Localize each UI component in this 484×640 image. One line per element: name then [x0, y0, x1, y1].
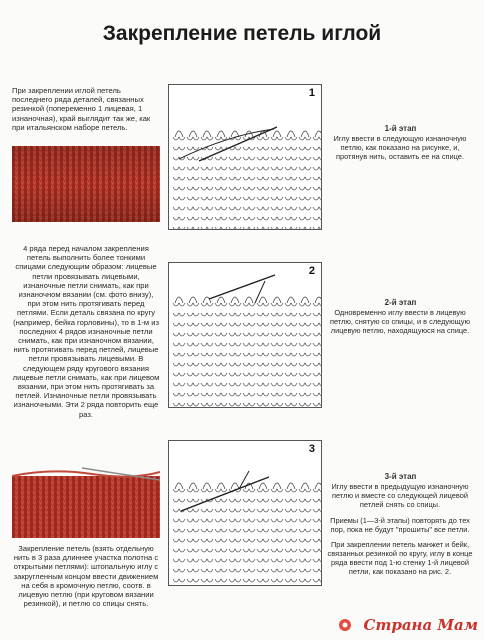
needle — [199, 127, 277, 161]
stitch-diagram — [169, 85, 321, 229]
intro-text — [12, 86, 160, 132]
page-title: Закрепление петель иглой — [102, 22, 382, 45]
diagram-number: 2 — [308, 265, 315, 277]
stage-3-title: 3-й этап — [384, 472, 417, 481]
stage-1-title: 1-й этап — [384, 124, 417, 133]
watermark-icon — [338, 618, 352, 632]
knit-photo-bottom — [12, 466, 160, 538]
middle-text — [12, 244, 160, 419]
needle — [209, 275, 275, 299]
stitch-diagram — [169, 441, 321, 585]
bottom-text — [12, 544, 160, 608]
stitch-diagram — [169, 263, 321, 407]
diagram-number: 3 — [308, 443, 315, 455]
stage-2-text: Одновременно иглу ввести в лицевую петлю, снятую со спицы, и в следующую лицевую петлю, находящуюся на спице. — [329, 308, 471, 335]
stage-3-text: Иглу ввести в предыдущую изнаночную петлю и вместе со следующей лицевой петлей снять со спицы. — [331, 482, 469, 509]
diagram-stage-3 — [168, 440, 322, 586]
middle-paragraph: 4 ряда перед началом закрепления петель выполнить более тонкими спицами следующим образом: лицевые петли провязывать лицевыми, изнаночные петли снимать, как при изнаночном вязании (см. фото внизу), при этом нить протягивать перед петлями. Если деталь связана по кругу (например, бейка горловины), то в 1-м из последних 4 рядов изнаночные петли снимать, как при изнаночном вязании, нить протягивать перед петлей, лицевые петли провязывать лицевыми. В следующем ряду кругового вязания лицевые петли снимать, как при лицевом вязании, при этом нить протягивать за петлей. Изнаночные петли провязывать изнаночными. Эти 2 ряда повторить еще раз. — [12, 244, 160, 419]
diagram-stage-2 — [168, 262, 322, 408]
knit-photo-top — [12, 146, 160, 222]
bottom-paragraph: Закрепление петель (взять отдельную нить в 3 раза длиннее участка полотна с открытыми петлями): штопальную иглу с закругленным концом ввести движением на себя в кромочную петлю, соотв. в лицевую петлю (при круговом вязании резинкой), и петлю со спицы снять. — [13, 544, 159, 609]
stage-2-title: 2-й этап — [384, 298, 417, 307]
stage-3-text-note: При закреплении петель манжет и бейк, связанных резинкой по кругу, иглу в конце ряда ввести под 1-ю стенку 1-й лицевой петли, как показано на рис. 2. — [327, 540, 473, 576]
diagram-stage-1 — [168, 84, 322, 230]
watermark: Страна Мам — [363, 616, 478, 634]
stage-3-text-repeat: Приемы (1—3-й этапы) повторять до тех пор, пока не будут "прошиты" все петли. — [330, 516, 470, 534]
intro-paragraph: При закреплении иглой петель последнего ряда деталей, связанных резинкой (попеременно 1 лицевая, 1 изнаночная), край выглядит так же, как при итальянском наборе петель. — [12, 86, 151, 132]
needle — [181, 477, 269, 511]
diagram-number: 1 — [308, 87, 315, 99]
stage-1-text: Иглу ввести в следующую изнаночную петлю, как показано на рисунке, и, протянув нить, оставить ее на спице. — [333, 134, 467, 161]
